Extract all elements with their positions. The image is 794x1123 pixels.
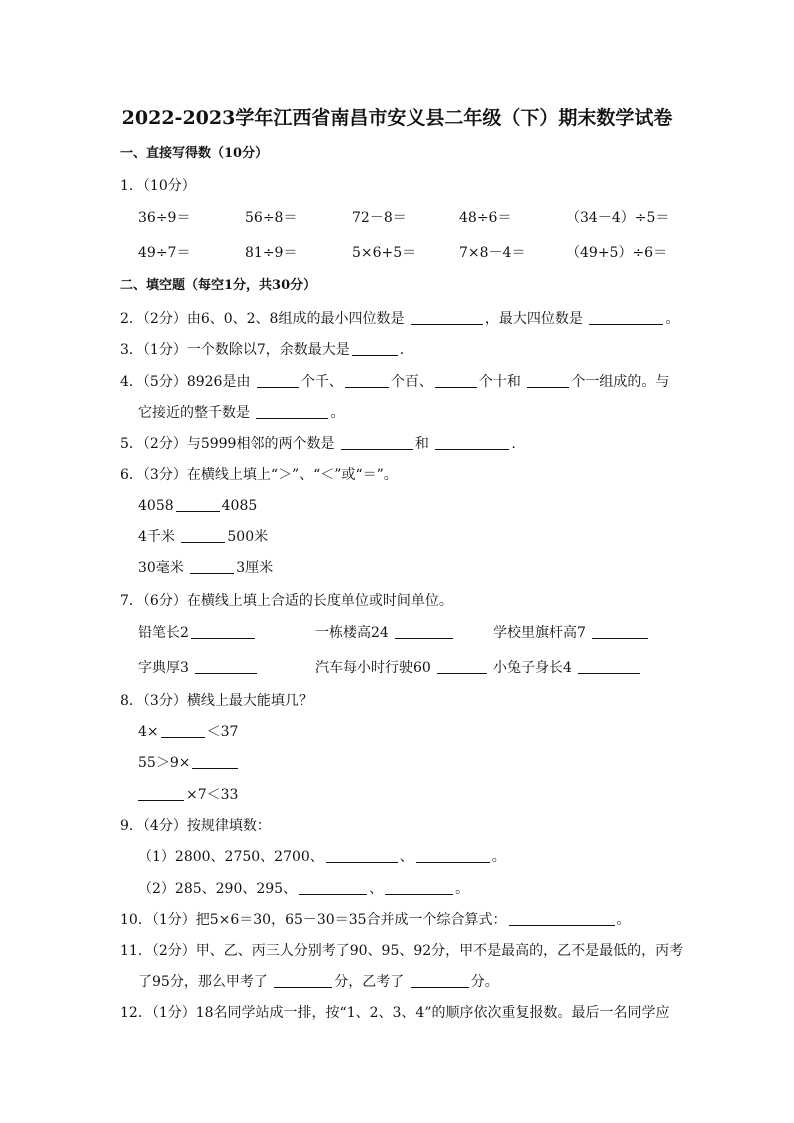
answer-blank[interactable] xyxy=(195,659,257,674)
question-11: 11．（2分）甲、乙、丙三人分别考了90、95、92分，甲不是最高的，乙不是最低的，丙考 xyxy=(120,943,684,959)
question-10: 10．（1分）把5×6＝30，65－30＝35合并成一个综合算式： 。 xyxy=(120,912,631,928)
answer-blank[interactable] xyxy=(352,341,398,356)
page-title: 2022-2023学年江西省南昌市安义县二年级（下）期末数学试卷 xyxy=(121,107,673,129)
section-heading-1: 一、直接写得数（10分） xyxy=(120,146,269,161)
answer-blank[interactable] xyxy=(578,659,640,674)
question-1-head: 1．（10分） xyxy=(120,178,196,194)
answer-blank[interactable] xyxy=(437,659,487,674)
question-4: 4．（5分）8926是由 个千、 个百、 个十和 个一组成的。与 xyxy=(120,374,670,390)
answer-blank[interactable] xyxy=(395,624,453,639)
question-6-row: 30毫米 3厘米 xyxy=(138,560,274,576)
answer-blank[interactable] xyxy=(345,373,389,388)
answer-blank[interactable] xyxy=(341,435,413,450)
question-8-head: 8．（3分）横线上最大能填几？ xyxy=(120,693,313,709)
answer-blank[interactable] xyxy=(411,973,469,988)
answer-blank[interactable] xyxy=(385,880,453,895)
calc-item: 48÷6＝ xyxy=(459,210,512,226)
answer-blank[interactable] xyxy=(138,786,184,801)
question-6-head: 6．（3分）在横线上填上“＞”、“＜”或“＝”。 xyxy=(120,467,398,483)
answer-blank[interactable] xyxy=(509,911,615,926)
answer-blank[interactable] xyxy=(589,310,663,325)
answer-blank[interactable] xyxy=(257,373,299,388)
question-8-row: ×7＜33 xyxy=(138,786,238,804)
question-9-row: （2）285、290、295、 、 。 xyxy=(138,881,470,897)
question-6-row: 4058 4085 xyxy=(138,498,258,514)
calc-item: 81÷9＝ xyxy=(245,245,298,261)
answer-blank[interactable] xyxy=(191,624,255,639)
answer-blank[interactable] xyxy=(592,624,648,639)
answer-blank[interactable] xyxy=(299,880,367,895)
question-8-row: 55＞9× xyxy=(138,754,240,772)
calc-item: 56÷8＝ xyxy=(245,210,298,226)
question-7-head: 7．（6分）在横线上填上合适的长度单位或时间单位。 xyxy=(120,593,453,609)
question-7-item: 铅笔长2 xyxy=(138,624,257,642)
question-7-item: 一栋楼高24 xyxy=(315,624,455,642)
question-9-row: （1）2800、2750、2700、 、 。 xyxy=(138,849,506,865)
question-8-row: 4× ＜37 xyxy=(138,724,239,740)
answer-blank[interactable] xyxy=(411,310,483,325)
question-11-cont: 了95分，那么甲考了 分，乙考了 分。 xyxy=(138,974,499,990)
question-7-item: 小兔子身长4 xyxy=(493,659,642,677)
answer-blank[interactable] xyxy=(435,435,509,450)
answer-blank[interactable] xyxy=(527,373,569,388)
question-4-cont: 它接近的整千数是 。 xyxy=(138,405,345,421)
section-heading-2: 二、填空题（每空1分，共30分） xyxy=(120,278,317,293)
answer-blank[interactable] xyxy=(190,559,234,574)
answer-blank[interactable] xyxy=(274,973,332,988)
question-7-item: 汽车每小时行驶60 xyxy=(315,659,489,677)
question-5: 5．（2分）与5999相邻的两个数是 和 . xyxy=(120,436,516,452)
answer-blank[interactable] xyxy=(326,848,398,863)
question-6-row: 4千米 500米 xyxy=(138,529,269,545)
calc-item: （34－4）÷5＝ xyxy=(566,210,670,226)
answer-blank[interactable] xyxy=(192,754,238,769)
calc-item: 49÷7＝ xyxy=(138,245,191,261)
answer-blank[interactable] xyxy=(176,497,220,512)
question-9-head: 9．（4分）按规律填数： xyxy=(120,818,271,834)
answer-blank[interactable] xyxy=(161,723,205,738)
calc-item: 5×6+5＝ xyxy=(352,245,417,261)
question-7-item: 学校里旗杆高7 xyxy=(493,624,650,642)
question-12: 12．（1分）18名同学站成一排，按“1、2、3、4”的顺序依次重复报数。最后一名同学应 xyxy=(120,1005,670,1021)
answer-blank[interactable] xyxy=(435,373,477,388)
calc-item: 7×8－4＝ xyxy=(459,245,526,261)
answer-blank[interactable] xyxy=(416,848,490,863)
calc-item: 72－8＝ xyxy=(352,210,407,226)
question-3: 3．（1分）一个数除以7，余数最大是 . xyxy=(120,342,405,358)
question-2: 2．（2分）由6、0、2、8组成的最小四位数是 ，最大四位数是 。 xyxy=(120,311,680,327)
question-7-item: 字典厚3 xyxy=(138,659,259,677)
answer-blank[interactable] xyxy=(256,404,328,419)
calc-item: （49+5）÷6＝ xyxy=(566,245,668,261)
calc-item: 36÷9＝ xyxy=(138,210,191,226)
answer-blank[interactable] xyxy=(181,528,225,543)
